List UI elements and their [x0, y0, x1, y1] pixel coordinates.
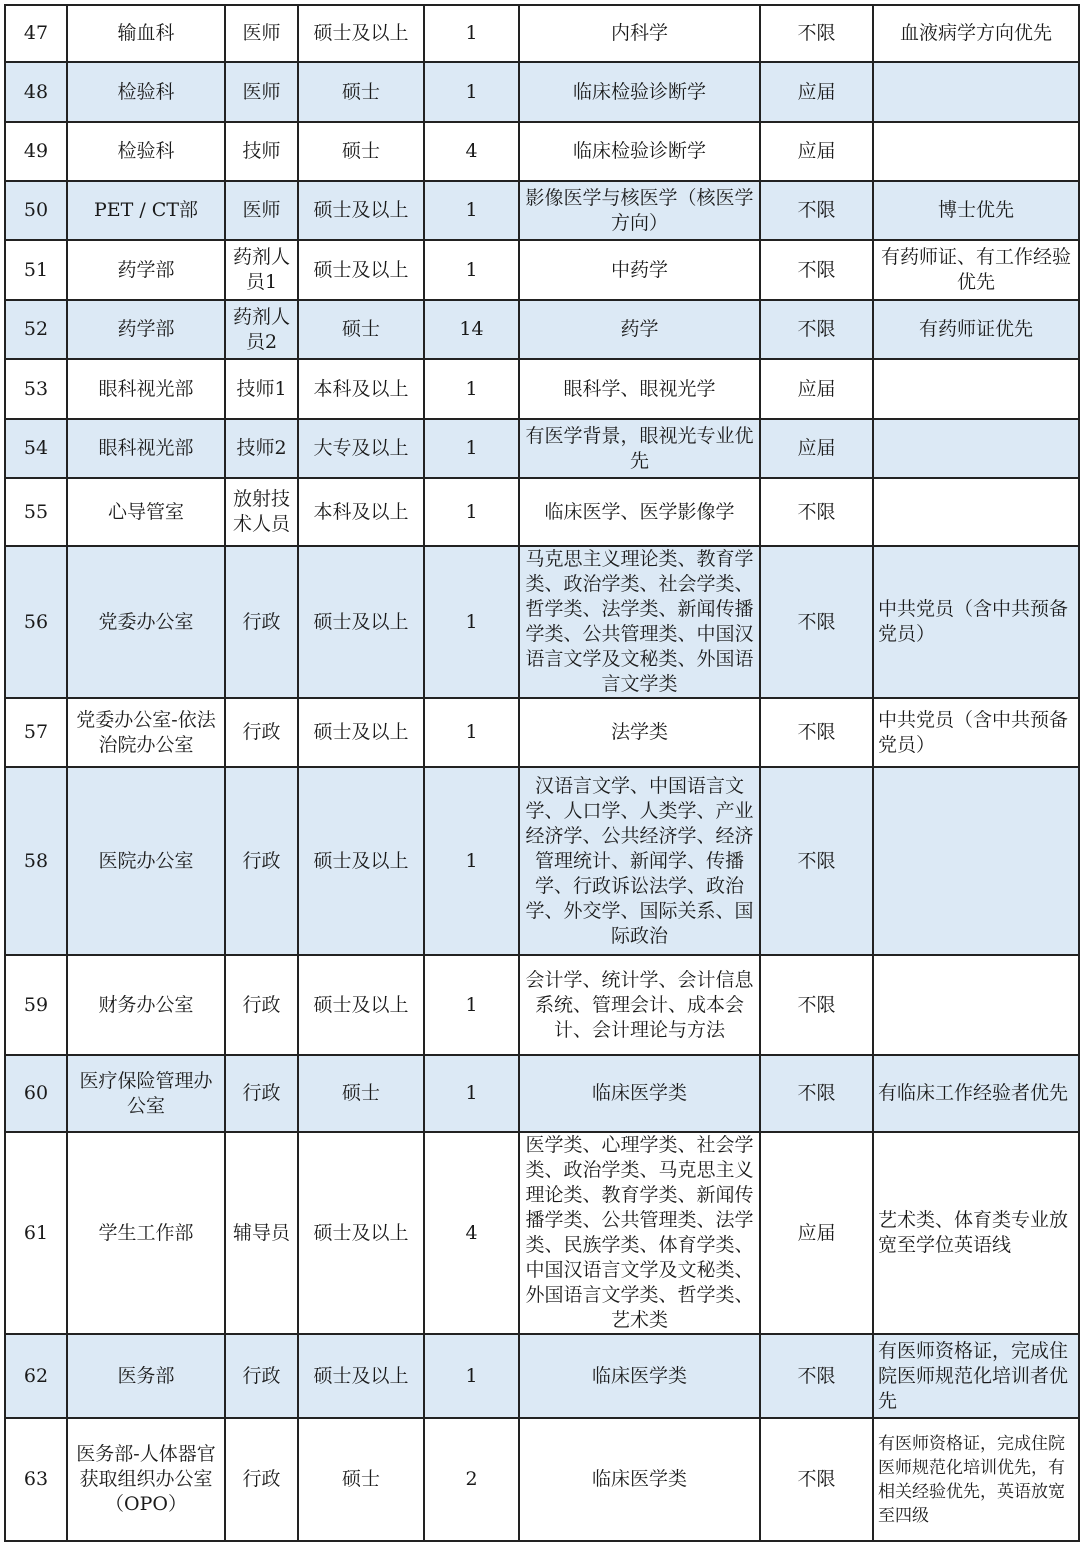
department: 药学部	[67, 300, 225, 359]
position: 药剂人员1	[225, 240, 298, 300]
headcount: 4	[424, 122, 519, 181]
position: 放射技术人员	[225, 478, 298, 546]
education: 硕士及以上	[298, 955, 424, 1055]
remarks: 博士优先	[873, 181, 1079, 240]
table-row	[5, 1418, 1079, 1541]
department: 药学部	[67, 240, 225, 300]
education: 硕士及以上	[298, 240, 424, 300]
remarks	[873, 955, 1079, 1055]
row-number: 56	[5, 546, 67, 698]
major: 临床医学类	[519, 1418, 760, 1541]
position: 药剂人员2	[225, 300, 298, 359]
education: 硕士及以上	[298, 1334, 424, 1418]
department: 党委办公室	[67, 546, 225, 698]
position: 行政	[225, 1055, 298, 1132]
major: 临床医学、医学影像学	[519, 478, 760, 546]
table-row	[5, 546, 1079, 698]
department: 眼科视光部	[67, 419, 225, 478]
recruitment-table	[4, 4, 1080, 1542]
major: 马克思主义理论类、教育学类、政治学类、社会学类、哲学类、法学类、新闻传播学类、公共管理类、中国汉语言文学及文秘类、外国语言文学类	[519, 546, 760, 698]
row-number: 51	[5, 240, 67, 300]
department: 医务部-人体器官获取组织办公室（OPO）	[67, 1418, 225, 1541]
candidate-type: 不限	[760, 478, 873, 546]
row-number: 62	[5, 1334, 67, 1418]
remarks	[873, 478, 1079, 546]
candidate-type: 不限	[760, 767, 873, 955]
department: 心导管室	[67, 478, 225, 546]
table-row	[5, 359, 1079, 419]
headcount: 1	[424, 478, 519, 546]
headcount: 1	[424, 62, 519, 122]
remarks: 有药师证、有工作经验优先	[873, 240, 1079, 300]
row-number: 47	[5, 5, 67, 62]
candidate-type: 不限	[760, 240, 873, 300]
major: 医学类、心理学类、社会学类、政治学类、马克思主义理论类、教育学类、新闻传播学类、公共管理类、法学类、民族学类、体育学类、中国汉语言文学及文秘类、外国语言文学类、哲学类、艺术类	[519, 1132, 760, 1334]
table-row	[5, 5, 1079, 62]
education: 硕士	[298, 1418, 424, 1541]
position: 行政	[225, 767, 298, 955]
table-row	[5, 122, 1079, 181]
row-number: 58	[5, 767, 67, 955]
education: 硕士	[298, 1055, 424, 1132]
department: 医疗保险管理办公室	[67, 1055, 225, 1132]
headcount: 1	[424, 1334, 519, 1418]
row-number: 48	[5, 62, 67, 122]
remarks	[873, 767, 1079, 955]
table-row	[5, 1132, 1079, 1334]
remarks: 血液病学方向优先	[873, 5, 1079, 62]
education: 本科及以上	[298, 478, 424, 546]
table-row	[5, 419, 1079, 478]
remarks: 中共党员（含中共预备党员）	[873, 698, 1079, 767]
major: 法学类	[519, 698, 760, 767]
position: 技师2	[225, 419, 298, 478]
row-number: 54	[5, 419, 67, 478]
education: 硕士	[298, 62, 424, 122]
major: 临床检验诊断学	[519, 62, 760, 122]
row-number: 60	[5, 1055, 67, 1132]
major: 影像医学与核医学（核医学方向）	[519, 181, 760, 240]
remarks: 中共党员（含中共预备党员）	[873, 546, 1079, 698]
education: 硕士及以上	[298, 1132, 424, 1334]
major: 汉语言文学、中国语言文学、人口学、人类学、产业经济学、公共经济学、经济管理统计、新闻学、传播学、行政诉讼法学、政治学、外交学、国际关系、国际政治	[519, 767, 760, 955]
education: 大专及以上	[298, 419, 424, 478]
table-row	[5, 698, 1079, 767]
candidate-type: 应届	[760, 419, 873, 478]
table-row	[5, 478, 1079, 546]
headcount: 1	[424, 955, 519, 1055]
department: 学生工作部	[67, 1132, 225, 1334]
row-number: 52	[5, 300, 67, 359]
row-number: 50	[5, 181, 67, 240]
education: 硕士及以上	[298, 181, 424, 240]
candidate-type: 不限	[760, 1334, 873, 1418]
position: 医师	[225, 5, 298, 62]
education: 硕士	[298, 122, 424, 181]
table-row	[5, 955, 1079, 1055]
row-number: 57	[5, 698, 67, 767]
department: 医院办公室	[67, 767, 225, 955]
headcount: 1	[424, 767, 519, 955]
major: 眼科学、眼视光学	[519, 359, 760, 419]
position: 行政	[225, 1334, 298, 1418]
remarks	[873, 62, 1079, 122]
candidate-type: 不限	[760, 1418, 873, 1541]
headcount: 2	[424, 1418, 519, 1541]
department: 眼科视光部	[67, 359, 225, 419]
major: 中药学	[519, 240, 760, 300]
row-number: 61	[5, 1132, 67, 1334]
major: 内科学	[519, 5, 760, 62]
remarks: 有临床工作经验者优先	[873, 1055, 1079, 1132]
row-number: 63	[5, 1418, 67, 1541]
position: 技师	[225, 122, 298, 181]
candidate-type: 应届	[760, 122, 873, 181]
position: 医师	[225, 62, 298, 122]
headcount: 1	[424, 546, 519, 698]
row-number: 49	[5, 122, 67, 181]
department: 检验科	[67, 122, 225, 181]
education: 硕士及以上	[298, 767, 424, 955]
major: 临床医学类	[519, 1055, 760, 1132]
position: 行政	[225, 698, 298, 767]
table-row	[5, 62, 1079, 122]
position: 行政	[225, 1418, 298, 1541]
position: 辅导员	[225, 1132, 298, 1334]
candidate-type: 不限	[760, 300, 873, 359]
candidate-type: 应届	[760, 359, 873, 419]
remarks: 艺术类、体育类专业放宽至学位英语线	[873, 1132, 1079, 1334]
position: 技师1	[225, 359, 298, 419]
major: 临床医学类	[519, 1334, 760, 1418]
remarks: 有药师证优先	[873, 300, 1079, 359]
candidate-type: 不限	[760, 5, 873, 62]
table-row	[5, 240, 1079, 300]
major: 会计学、统计学、会计信息系统、管理会计、成本会计、会计理论与方法	[519, 955, 760, 1055]
headcount: 14	[424, 300, 519, 359]
headcount: 4	[424, 1132, 519, 1334]
headcount: 1	[424, 419, 519, 478]
table-row	[5, 1334, 1079, 1418]
candidate-type: 不限	[760, 181, 873, 240]
department: 检验科	[67, 62, 225, 122]
candidate-type: 应届	[760, 1132, 873, 1334]
department: 党委办公室-依法治院办公室	[67, 698, 225, 767]
education: 硕士	[298, 300, 424, 359]
headcount: 1	[424, 698, 519, 767]
table-row	[5, 181, 1079, 240]
row-number: 59	[5, 955, 67, 1055]
headcount: 1	[424, 181, 519, 240]
table-row	[5, 1055, 1079, 1132]
remarks	[873, 359, 1079, 419]
headcount: 1	[424, 359, 519, 419]
headcount: 1	[424, 240, 519, 300]
headcount: 1	[424, 5, 519, 62]
major: 临床检验诊断学	[519, 122, 760, 181]
position: 行政	[225, 955, 298, 1055]
candidate-type: 不限	[760, 698, 873, 767]
table-row	[5, 767, 1079, 955]
candidate-type: 不限	[760, 955, 873, 1055]
row-number: 55	[5, 478, 67, 546]
major: 有医学背景，眼视光专业优先	[519, 419, 760, 478]
headcount: 1	[424, 1055, 519, 1132]
education: 硕士及以上	[298, 5, 424, 62]
remarks: 有医师资格证，完成住院医师规范化培训优先，有相关经验优先，英语放宽至四级	[873, 1418, 1079, 1541]
remarks	[873, 122, 1079, 181]
education: 硕士及以上	[298, 546, 424, 698]
remarks: 有医师资格证，完成住院医师规范化培训者优先	[873, 1334, 1079, 1418]
department: 医务部	[67, 1334, 225, 1418]
candidate-type: 应届	[760, 62, 873, 122]
candidate-type: 不限	[760, 546, 873, 698]
education: 本科及以上	[298, 359, 424, 419]
position: 医师	[225, 181, 298, 240]
education: 硕士及以上	[298, 698, 424, 767]
table-row	[5, 300, 1079, 359]
department: PET / CT部	[67, 181, 225, 240]
row-number: 53	[5, 359, 67, 419]
position: 行政	[225, 546, 298, 698]
department: 输血科	[67, 5, 225, 62]
remarks	[873, 419, 1079, 478]
candidate-type: 不限	[760, 1055, 873, 1132]
major: 药学	[519, 300, 760, 359]
department: 财务办公室	[67, 955, 225, 1055]
